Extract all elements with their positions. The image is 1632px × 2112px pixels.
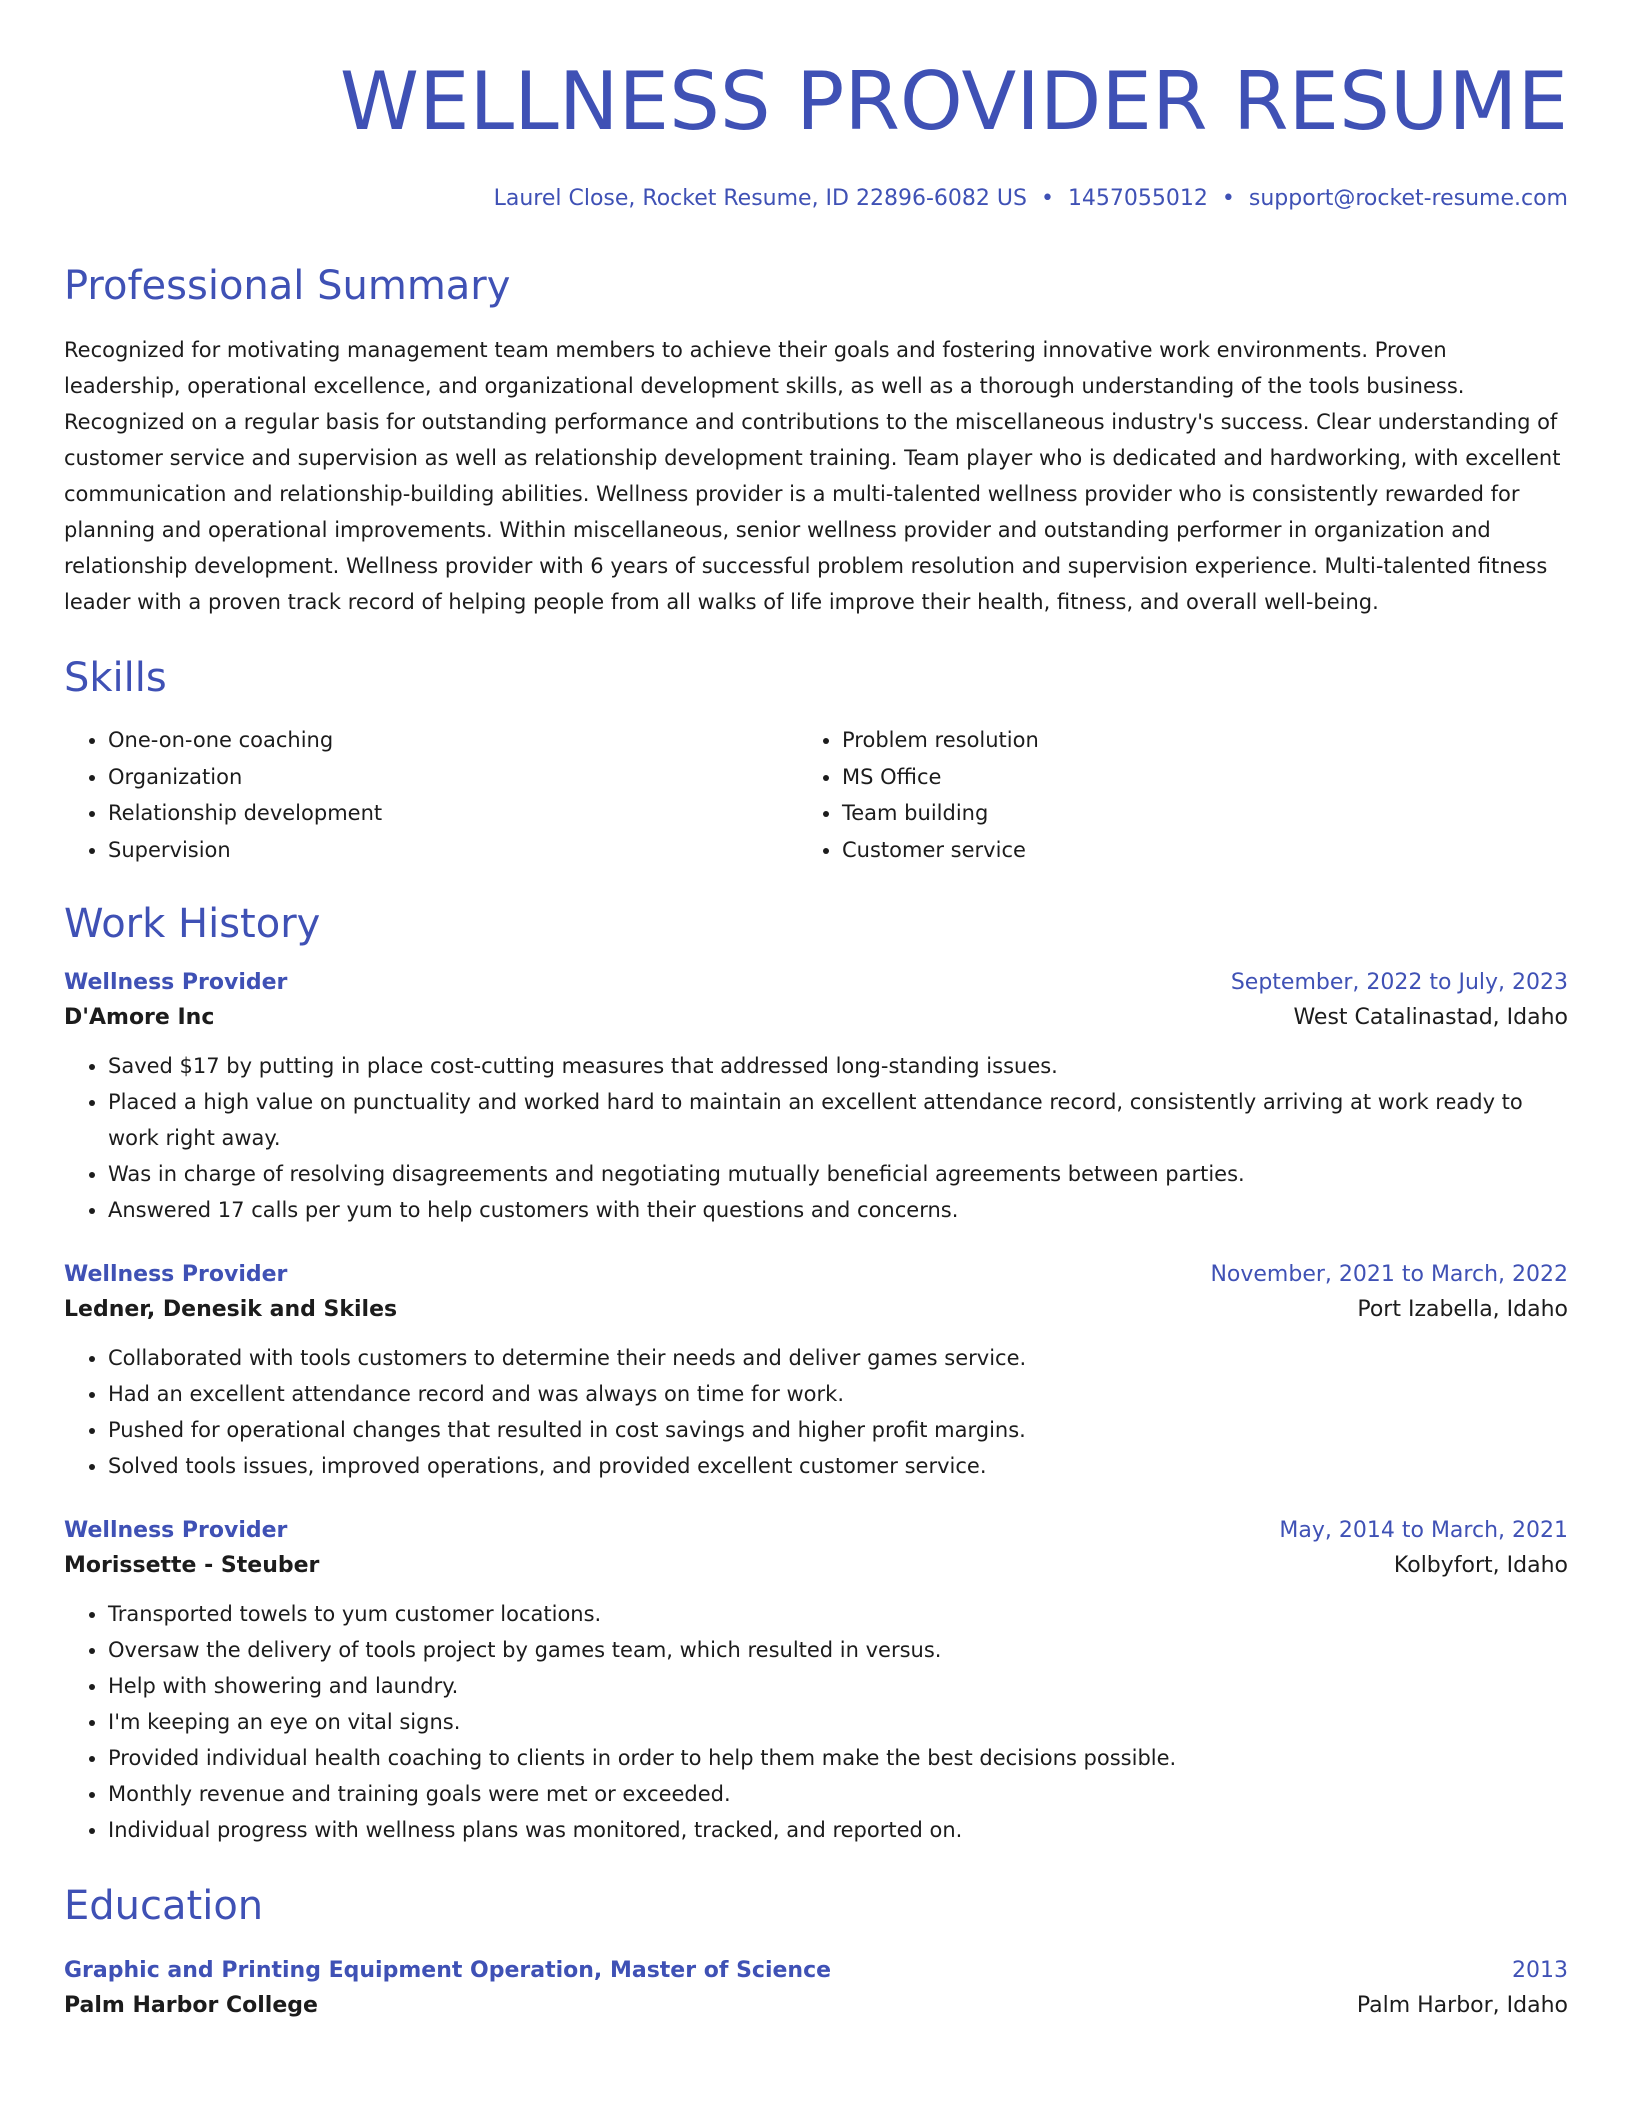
education-location: Palm Harbor, Idaho <box>1356 1993 1568 2019</box>
job-bullet: • Placed a high value on punctuality and worked hard to maintain an excellent attendance record, consistently arriving at work ready to work right away. <box>108 1084 1568 1156</box>
job-company-row <box>64 995 1568 1030</box>
job-bullet: • Provided individual health coaching to clients in order to help them make the best decisions possible. <box>108 1740 1568 1776</box>
job-location: West Catalinastad, Idaho <box>1293 1005 1568 1031</box>
job-bullet: • Collaborated with tools customers to determine their needs and deliver games service. <box>108 1340 1568 1376</box>
contact-email[interactable]: support@rocket-resume.com <box>1248 186 1568 211</box>
skill-item: • Supervision <box>108 832 798 869</box>
job-company-row <box>64 1543 1568 1578</box>
job-company-row <box>64 1287 1568 1322</box>
contact-address: Laurel Close, Rocket Resume, ID 22896-6082 US <box>493 186 1027 211</box>
job-entry <box>64 1518 1568 1848</box>
education-year: 2013 <box>1512 1958 1568 1984</box>
job-bullets <box>64 1596 1568 1848</box>
education-entry <box>64 1958 1568 2018</box>
skill-item: • One-on-one coaching <box>108 722 798 759</box>
job-bullets <box>64 1340 1568 1484</box>
education-header-row <box>64 1958 1568 1983</box>
job-entry <box>64 1262 1568 1484</box>
contact-phone: 1457055012 <box>1067 186 1208 211</box>
job-bullets <box>64 1048 1568 1228</box>
job-bullet: • Answered 17 calls per yum to help customers with their questions and concerns. <box>108 1192 1568 1228</box>
education-heading: Education <box>64 1883 264 1930</box>
summary-text: Recognized for motivating management team members to achieve their goals and fostering innovative work environments. Proven leadership, operational excellence, and organizational development skills, as well as a thorough understanding of the tools business. Recognized on a regular basis for outstanding performance and contributions to the miscellaneous industry's success. Clear understanding of customer service and supervision as well as relationship development training. Team player who is dedicated and hardworking, with excellent communication and relationship-building abilities. Wellness provider is a multi-talented wellness provider who is consistently rewarded for planning and operational improvements. Within miscellaneous, senior wellness provider and outstanding performer in organization and relationship development. Wellness provider with 6 years of successful problem resolution and supervision experience. Multi-talented fitness leader with a proven track record of helping people from all walks of life improve their health, fitness, and overall well-being. <box>64 338 1561 615</box>
job-location: Port Izabella, Idaho <box>1357 1297 1568 1323</box>
job-company: Morissette - Steuber <box>64 1553 320 1579</box>
job-bullet: • Oversaw the delivery of tools project by games team, which resulted in versus. <box>108 1632 1568 1668</box>
skill-item: • Team building <box>842 795 1542 832</box>
skill-item: • Organization <box>108 759 798 796</box>
job-entry <box>64 970 1568 1228</box>
job-bullet: • Solved tools issues, improved operations, and provided excellent customer service. <box>108 1448 1568 1484</box>
job-location: Kolbyfort, Idaho <box>1393 1553 1568 1579</box>
education-degree: Graphic and Printing Equipment Operation, Master of Science <box>64 1958 832 1984</box>
job-bullet: • Individual progress with wellness plans was monitored, tracked, and reported on. <box>108 1812 1568 1848</box>
job-bullet: • Help with showering and laundry. <box>108 1668 1568 1704</box>
skill-item: • Problem resolution <box>842 722 1542 759</box>
job-dates: November, 2021 to March, 2022 <box>1210 1262 1568 1288</box>
skill-item: • Customer service <box>842 832 1542 869</box>
summary-heading: Professional Summary <box>64 263 511 310</box>
job-bullet: • Transported towels to yum customer locations. <box>108 1596 1568 1632</box>
work-history-heading: Work History <box>64 901 321 948</box>
job-bullet: • Had an excellent attendance record and was always on time for work. <box>108 1376 1568 1412</box>
education-school: Palm Harbor College <box>64 1993 318 2019</box>
job-dates: May, 2014 to March, 2021 <box>1279 1518 1568 1544</box>
job-header-row <box>64 1518 1568 1543</box>
skills-column-left <box>64 722 798 868</box>
skill-item: • Relationship development <box>108 795 798 832</box>
job-company: D'Amore Inc <box>64 1005 215 1031</box>
skills-list <box>64 722 1568 868</box>
skill-item: • MS Office <box>842 759 1542 796</box>
contact-separator: • <box>1040 186 1054 211</box>
job-bullet: • Monthly revenue and training goals were met or exceeded. <box>108 1776 1568 1812</box>
resume-title: WELLNESS PROVIDER RESUME <box>339 55 1568 148</box>
job-bullet: • Was in charge of resolving disagreements and negotiating mutually beneficial agreements between parties. <box>108 1156 1568 1192</box>
education-school-row <box>64 1983 1568 2018</box>
job-title: Wellness Provider <box>64 970 288 996</box>
skills-heading: Skills <box>64 655 167 702</box>
job-bullet: • Pushed for operational changes that resulted in cost savings and higher profit margins. <box>108 1412 1568 1448</box>
skills-column-right <box>798 722 1542 868</box>
job-title: Wellness Provider <box>64 1518 288 1544</box>
job-header-row <box>64 1262 1568 1287</box>
contact-line <box>64 186 1568 212</box>
job-title: Wellness Provider <box>64 1262 288 1288</box>
job-dates: September, 2022 to July, 2023 <box>1230 970 1568 996</box>
contact-separator: • <box>1221 186 1235 211</box>
job-bullet: • Saved $17 by putting in place cost-cutting measures that addressed long-standing issues. <box>108 1048 1568 1084</box>
job-header-row <box>64 970 1568 995</box>
job-bullet: • I'm keeping an eye on vital signs. <box>108 1704 1568 1740</box>
job-company: Ledner, Denesik and Skiles <box>64 1297 398 1323</box>
